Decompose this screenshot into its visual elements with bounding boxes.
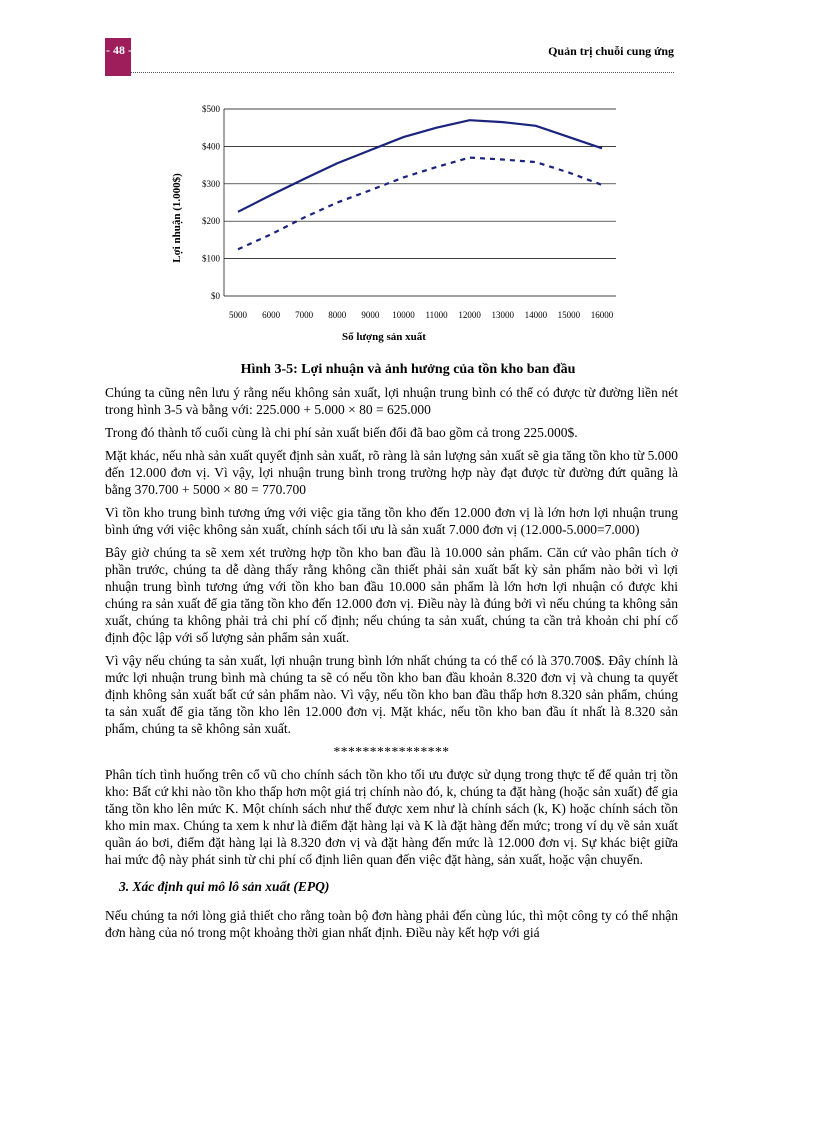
x-tick-label: 6000	[262, 310, 281, 320]
paragraph-3: Mặt khác, nếu nhà sản xuất quyết định sản xuất, rõ ràng là sản lượng sản xuất sẽ gia tăng tồn kho từ 5.000 đến 12.000 đơn vị. Vì vậy, lợi nhuận trung bình trong trường hợp này đạt được từ đường đứt quãng là bằng 370.700 + 5000 × 80 = 770.700	[105, 448, 678, 497]
x-tick-label: 8000	[328, 310, 347, 320]
x-tick-label: 5000	[229, 310, 247, 320]
figure-caption: Hình 3-5: Lợi nhuận và ảnh hưởng của tồn kho ban đầu	[240, 362, 576, 377]
series-line-2	[238, 158, 602, 250]
profit-line-chart	[160, 100, 640, 348]
chart-x-ticks	[229, 310, 614, 320]
x-tick-label: 12000	[458, 310, 481, 320]
paragraph-2: Trong đó thành tố cuối cùng là chi phí sản xuất biến đổi đã bao gồm cả trong 225.000$.	[105, 425, 578, 440]
chart-ylabel: Lợi nhuận (1.000$)	[171, 173, 183, 263]
separator: ****************	[333, 744, 450, 759]
x-tick-label: 11000	[425, 310, 448, 320]
x-tick-label: 15000	[557, 310, 581, 320]
chart-y-ticks	[202, 104, 221, 301]
y-tick-label: $500	[202, 104, 220, 114]
x-tick-label: 13000	[491, 310, 514, 320]
y-tick-label: $400	[202, 141, 220, 152]
y-tick-label: $200	[202, 216, 220, 227]
x-tick-label: 16000	[590, 310, 614, 320]
x-tick-label: 9000	[361, 310, 380, 320]
y-tick-label: $100	[202, 253, 220, 264]
y-tick-label: $300	[202, 178, 220, 189]
section-heading: 3. Xác định qui mô lô sản xuất (EPQ)	[119, 879, 330, 894]
header-rule	[131, 72, 674, 73]
series-line-1	[238, 120, 602, 212]
x-tick-label: 10000	[392, 310, 415, 320]
body-text	[105, 384, 678, 947]
chart-xlabel: Số lượng sản xuất	[342, 331, 426, 343]
x-tick-label: 7000	[295, 310, 314, 320]
paragraph-1: Chúng ta cũng nên lưu ý rằng nếu không sản xuất, lợi nhuận trung bình có thể có được từ đường liền nét trong hình 3-5 và bằng với: 225.000 + 5.000 × 80 = 625.000	[105, 385, 678, 417]
paragraph-6: Vì vậy nếu chúng ta sản xuất, lợi nhuận trung bình lớn nhất chúng ta có thể có là 370.700$. Đây chính là mức lợi nhuận trung bình mà chúng ta sẽ có nếu tồn kho ban đầu khoản 8.320 đơn vị và chung ta quyết định không sản xuất bất cứ sản phẩm nào. Vì vậy, nếu tồn kho ban đầu thấp hơn 8.320 sản phẩm, chúng ta sản xuất để gia tăng tồn kho lên 12.000 đơn vị. Mặt khác, nếu tồn kho ban đầu ít nhất là 8.320 sản phẩm, chúng ta sẽ không sản xuất.	[105, 653, 678, 736]
x-tick-label: 14000	[524, 310, 548, 320]
chart-series	[238, 120, 602, 249]
chart-gridlines	[224, 109, 616, 296]
page-number: - 48 -	[106, 43, 132, 57]
paragraph-8: Nếu chúng ta nới lòng giả thiết cho rằng toàn bộ đơn hàng phải đến cùng lúc, thì một công ty có thể nhận đơn hàng của nó trong một khoảng thời gian nhất định. Điều này kết hợp với giá	[105, 908, 678, 940]
paragraph-5: Bây giờ chúng ta sẽ xem xét trường hợp tồn kho ban đầu là 10.000 sản phẩm. Căn cứ vào phân tích ở phần trước, chúng ta dễ dàng thấy rằng không cần thiết phải sản xuất bất kỳ sản phẩm nào bởi vì lợi nhuận trung bình tương ứng với tồn kho ban đầu 10.000 sản phẩm là lớn hơn lợi nhuận có được khi chúng ra sản xuất để gia tăng tồn kho đến 12.000 đơn vị. Điều này là đúng bởi vì nếu chúng ta không sản xuất, chúng ta không phải trả chi phí cố định; nếu chúng ta sản xuất, chúng ta cần trả khoản chi phí cố định độc lập với số lượng sản phẩm sản xuất.	[105, 545, 678, 645]
paragraph-7: Phân tích tình huống trên cổ vũ cho chính sách tồn kho tối ưu được sử dụng trong thực tế để quản trị tồn kho: Bất cứ khi nào tồn kho thấp hơn một giá trị chính nào đó, k, chúng ta đặt hàng (hoặc sản xuất) để gia tăng tồn kho lên mức K. Một chính sách như thế được xem như là chính sách (k, K) hoặc chính sách tồn kho min max. Chúng ta xem k như là điểm đặt hàng lại và K là đặt hàng đến mức; trong ví dụ về sản xuất quần áo bơi, điểm đặt hàng lại là 8.320 đơn vị và đặt hàng đến mức là 12.000 đơn vị. Sự khác biệt giữa hai mức độ này phát sinh từ chi phí cố định liên quan đến việc đặt hàng, sản xuất, hoặc vận chuyển.	[105, 767, 678, 867]
y-tick-label: $0	[211, 291, 220, 301]
running-title: Quản trị chuỗi cung ứng	[548, 44, 674, 58]
paragraph-4: Vì tồn kho trung bình tương ứng với việc gia tăng tồn kho đến 12.000 đơn vị là lớn hơn lợi nhuận trung bình ứng với việc không sản xuất, chính sách tối ưu là sản xuất 7.000 đơn vị (12.000-5.000=7.000)	[105, 505, 678, 537]
